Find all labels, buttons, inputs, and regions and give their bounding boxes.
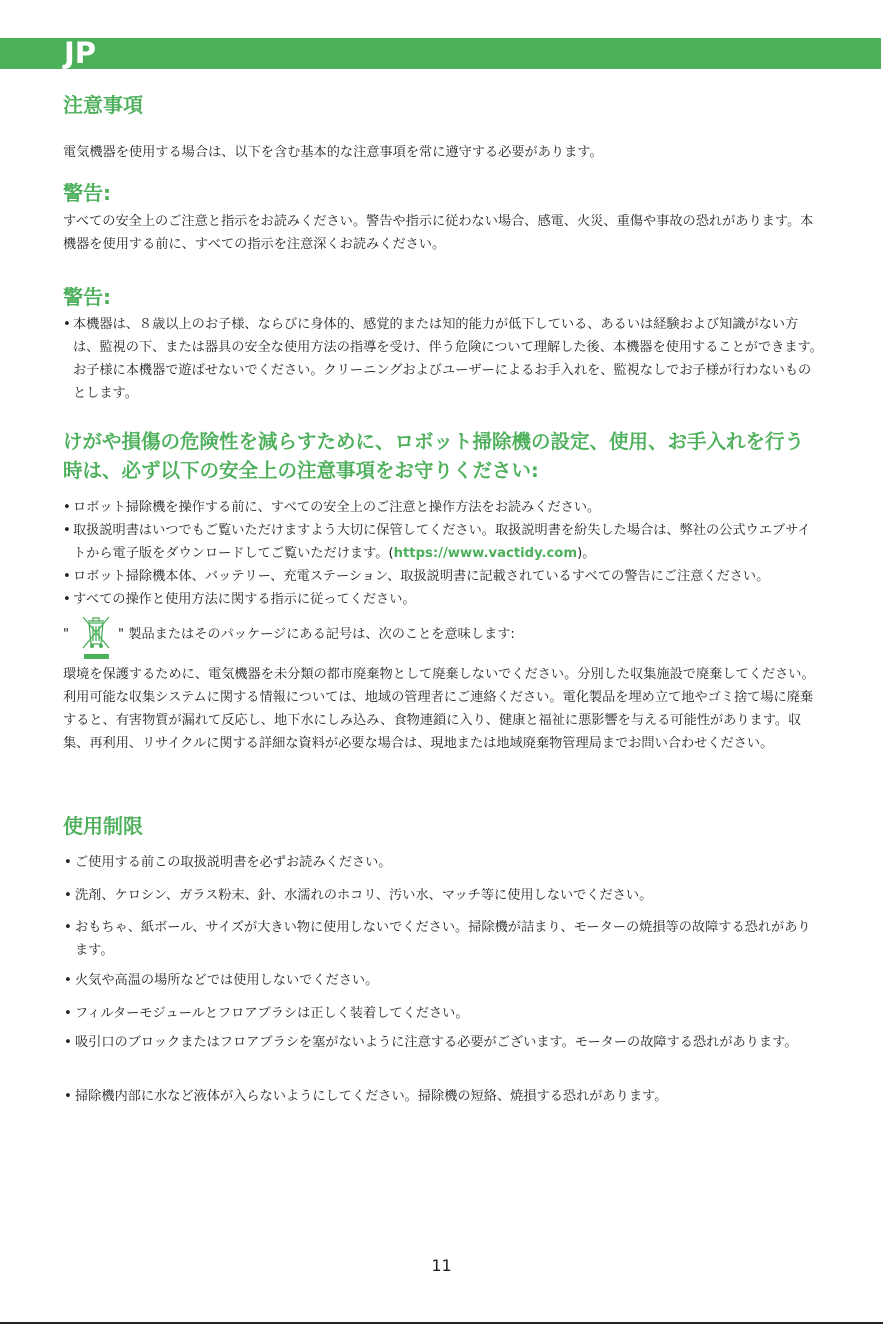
safety-bullet-text: すべての操作と使用方法に関する指示に従ってください。 (73, 592, 416, 607)
bullet-dot: • (63, 317, 71, 332)
manual-text: 取扱説明書はいつでもご覧いただけますよう大切に保管してください。取扱説明書を紛失した場合は、弊社の公式ウエブサイトから電子版をダウンロードしてご覧いただけます。( (73, 523, 811, 561)
bullet-dot: • (63, 592, 71, 607)
bullet-dot: • (63, 523, 71, 538)
bullet-dot: • (64, 1006, 72, 1021)
weee-symbol-line (63, 614, 763, 660)
restriction-text: 火気や高温の場所などでは使用しないでください。 (75, 973, 379, 988)
safety-bullet-text: ロボット掃除機を操作する前に、すべての安全上のご注意と操作方法をお読みください。 (73, 500, 601, 515)
warning-title-1: 警告: (63, 181, 111, 205)
safety-bullet-text: ロボット掃除機本体、バッテリー、充電ステーション、取扱説明書に記載されているすべての警告にご注意ください。 (73, 569, 770, 584)
restriction-item (63, 1085, 823, 1108)
disposal-paragraph: 環境を保護するために、電気機器を未分類の都市廃棄物として廃棄しないでください。分別した収集施設で廃棄してください。利用可能な収集システムに関する情報については、地域の管理者にご連絡ください。電化製品を埋め立て地やゴミ捨て場に廃棄すると、有害物質が漏れて反応し、地下水にしみ込み、食物連鎖に入り、健康と福祉に悪影響を与える可能性があります。収集、再利用、リサイクルに関する詳細な資料が必要な場合は、現地または地域廃棄物管理局までお問い合わせください。 (63, 667, 815, 751)
section-title-usage-restrictions: 使用制限 (63, 814, 143, 838)
restriction-text: おもちゃ、紙ボール、サイズが大きい物に使用しないでください。掃除機が詰まり、モーターの焼損等の故障する恐れがあります。 (75, 920, 811, 958)
restriction-text: 吸引口のブロックまたはフロアブラシを塞がないように注意する必要がございます。モーターの故障する恐れがあります。 (75, 1035, 798, 1050)
precautions-intro: 電気機器を使用する場合は、以下を含む基本的な注意事項を常に遵守する必要があります。 (63, 145, 603, 160)
restriction-text: フィルターモジュールとフロアブラシは正しく装着してください。 (75, 1006, 469, 1021)
warning-text-1: すべての安全上のご注意と指示をお読みください。警告や指示に従わない場合、感電、火災、重傷や事故の恐れがあります。本機器を使用する前に、すべての指示を注意深くお読みください。 (63, 214, 814, 252)
restriction-text: 掃除機内部に水など液体が入らないようにしてください。掃除機の短絡、焼損する恐れがあります。 (75, 1089, 668, 1104)
restriction-item (63, 916, 823, 962)
section-title-precautions: 注意事項 (63, 93, 143, 117)
restriction-item (63, 1031, 823, 1054)
restriction-item (63, 884, 823, 907)
restriction-item (63, 851, 823, 874)
bullet-dot: • (64, 1089, 72, 1104)
safety-bullet-4 (63, 588, 823, 611)
restriction-item (63, 1002, 823, 1025)
bullet-dot: • (63, 500, 71, 515)
bullet-dot: • (63, 569, 71, 584)
crossed-out-wheeled-bin-icon (79, 614, 113, 660)
warning-bullet-children (63, 313, 823, 405)
bullet-dot: • (64, 973, 72, 988)
bullet-dot: • (64, 920, 72, 935)
language-header-band (0, 38, 881, 69)
safety-bullet-1 (63, 496, 823, 519)
restriction-text: 洗剤、ケロシン、ガラス粉末、針、水濡れのホコリ、汚い水、マッチ等に使用しないでください。 (75, 888, 653, 903)
safety-bullet-text (63, 519, 823, 565)
page-number: 11 (431, 1256, 452, 1275)
bullet-dot: • (64, 1035, 72, 1050)
bullet-dot: • (64, 855, 72, 870)
section-title-safety: けがや損傷の危険性を減らすために、ロボット掃除機の設定、使用、お手入れを行う時は、必ず以下の安全上の注意事項をお守りください: (63, 430, 805, 482)
open-quote: " (63, 627, 70, 642)
restriction-item (63, 969, 823, 992)
warning-title-2: 警告: (63, 285, 111, 309)
warning-bullet-text: 本機器は、８歳以上のお子様、ならびに身体的、感覚的または知的能力が低下している、あるいは経験および知識がない方は、監視の下、または器具の安全な使用方法の指導を受け、伴う危険について理解した後、本機器を使用することができます。お子様に本機器で遊ばせないでください。クリーニングおよびユーザーによるお手入れを、監視なしでお子様が行わないものとします。 (73, 317, 823, 401)
manual-text-end: )。 (577, 546, 596, 561)
weee-symbol-meaning: " 製品またはそのパッケージにある記号は、次のことを意味します: (118, 627, 515, 642)
language-code: JP (64, 36, 97, 70)
website-link[interactable]: https://www.vactidy.com (393, 546, 578, 561)
safety-bullet-3 (63, 565, 823, 588)
safety-bullet-2 (63, 519, 823, 565)
restriction-text: ご使用する前この取扱説明書を必ずお読みください。 (75, 855, 392, 870)
bullet-dot: • (64, 888, 72, 903)
